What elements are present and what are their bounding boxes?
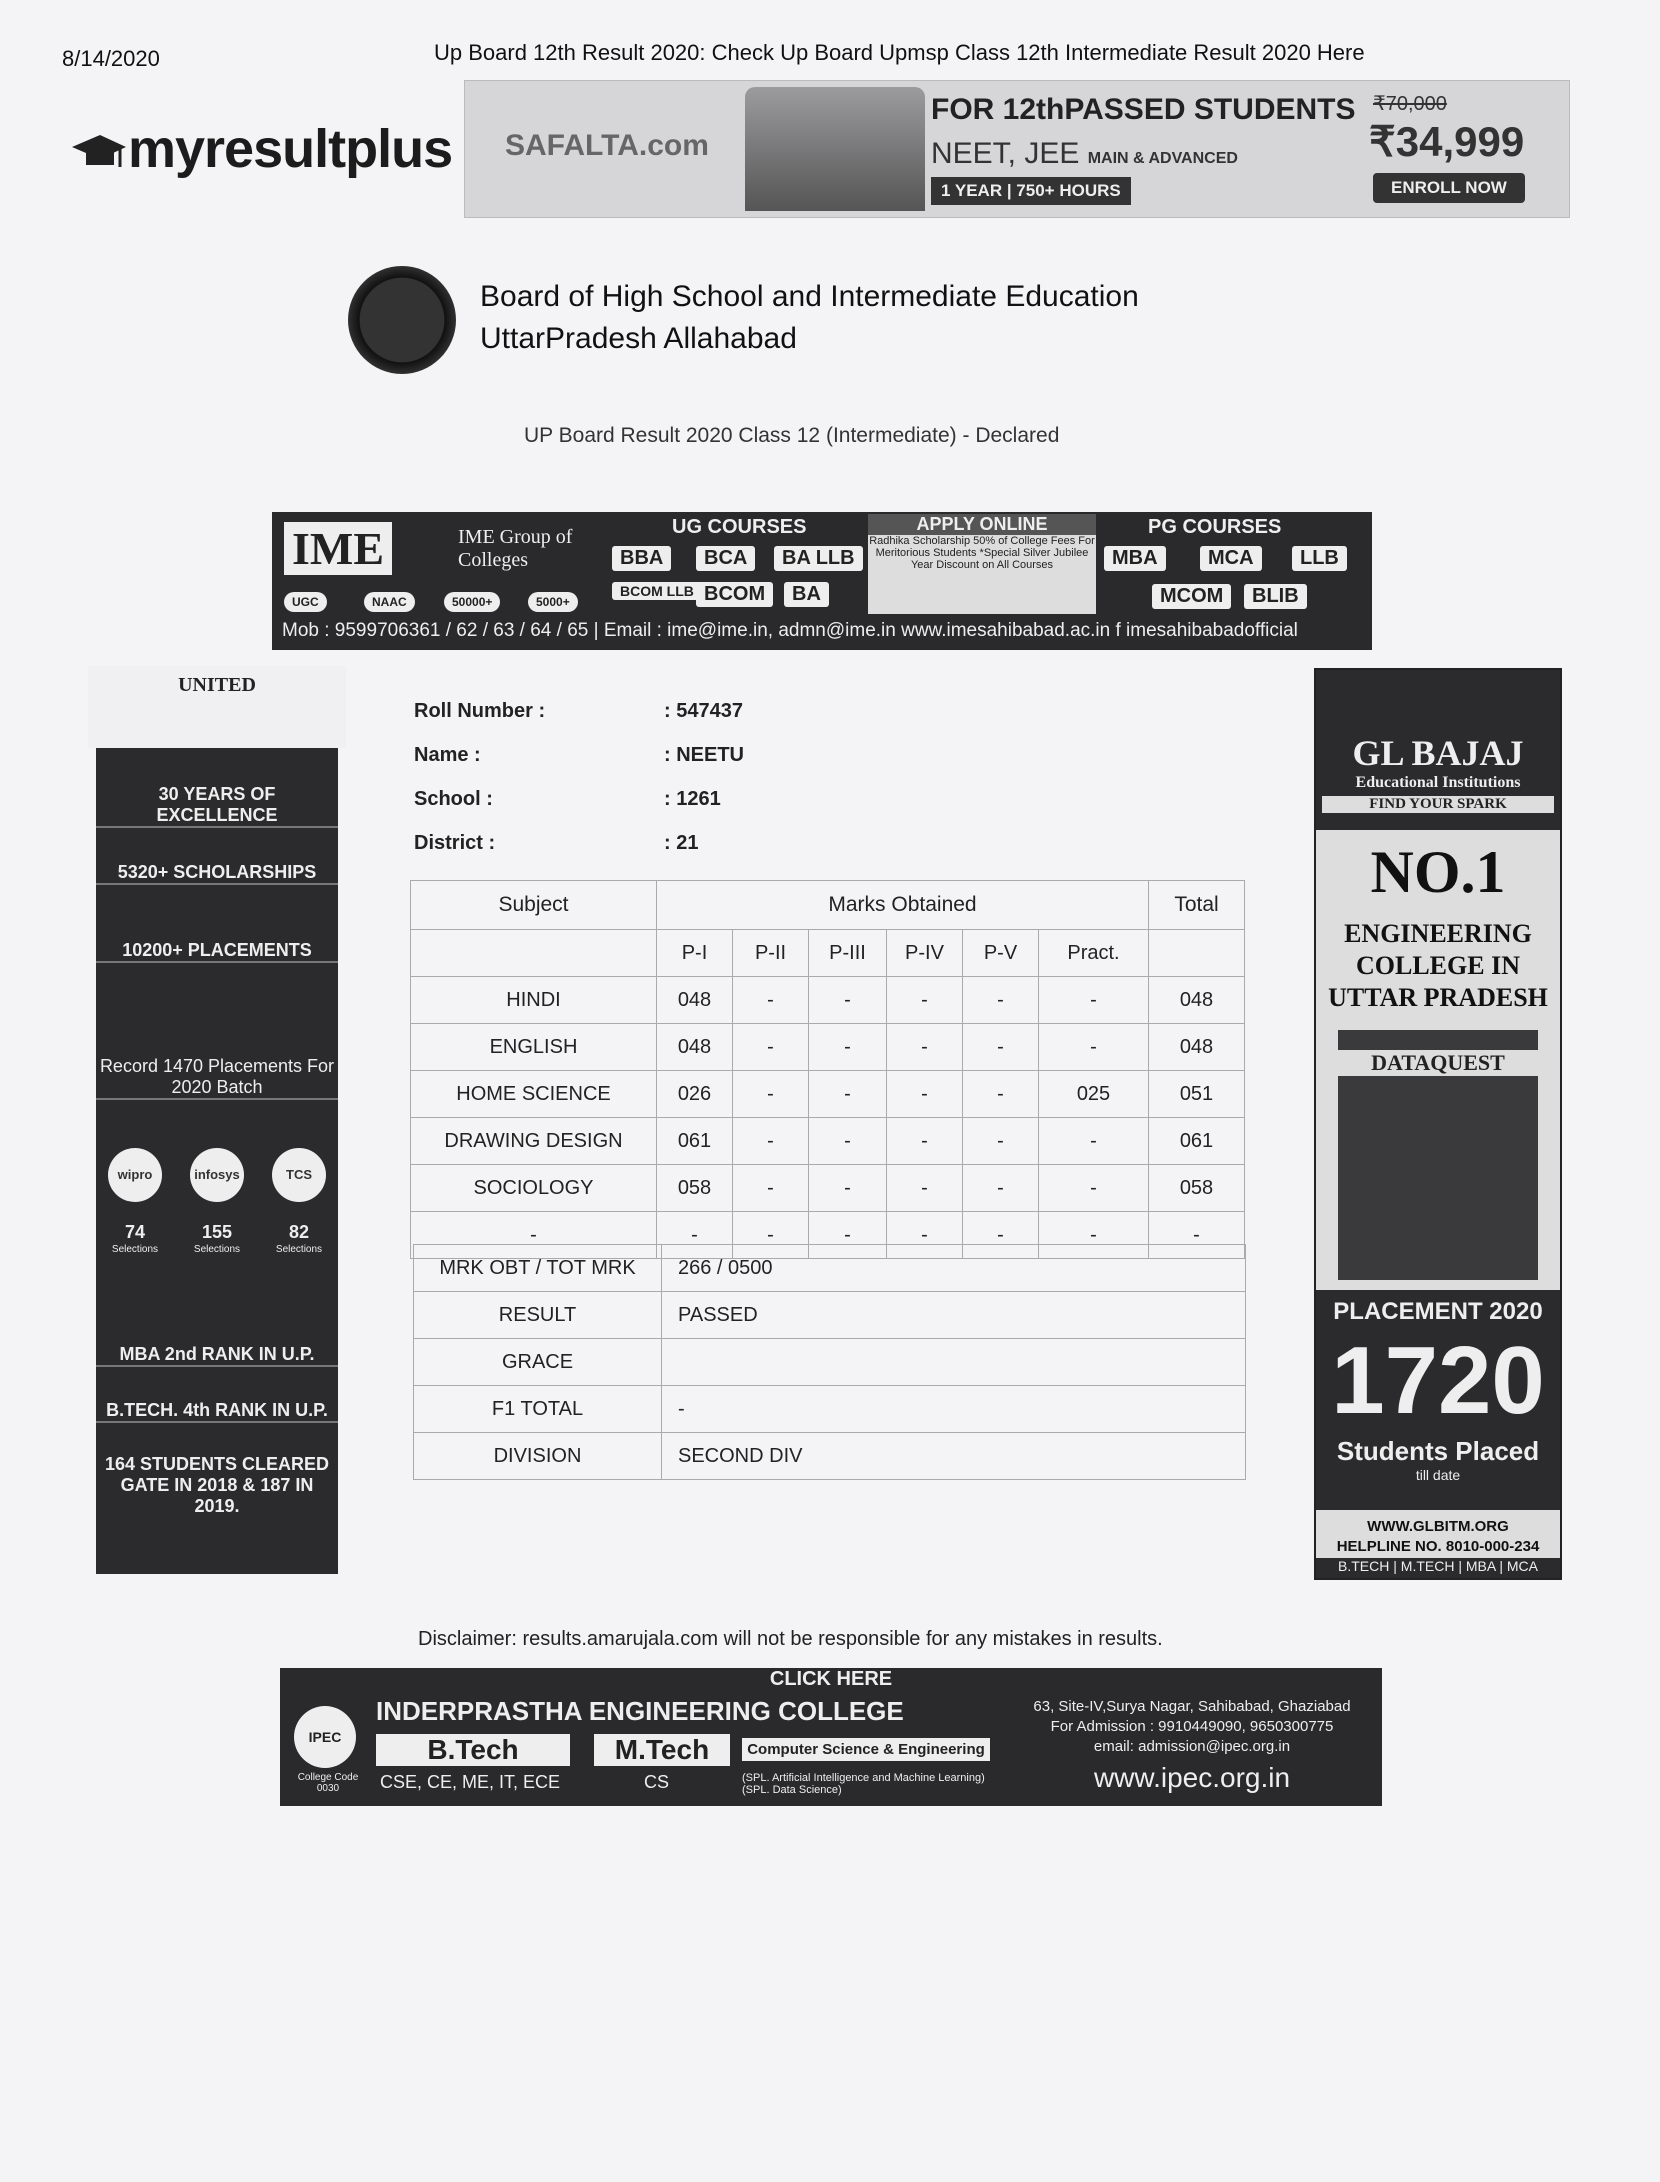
result-declared-title: UP Board Result 2020 Class 12 (Intermediate) - Declared xyxy=(524,424,1060,447)
marks-cell: - xyxy=(809,977,887,1024)
marks-cell: - xyxy=(809,1118,887,1165)
empty-cell xyxy=(411,930,657,977)
subject-cell: - xyxy=(411,1212,657,1259)
summary-label: MRK OBT / TOT MRK xyxy=(414,1245,662,1292)
ime-banner[interactable] xyxy=(272,512,1372,650)
ug-courses-heading: UG COURSES xyxy=(672,516,807,538)
name-label: Name : xyxy=(414,744,481,766)
school-label: School : xyxy=(414,788,493,810)
marks-cell: - xyxy=(733,1071,809,1118)
board-name: Board of High School and Intermediate Education xyxy=(480,280,1139,313)
marks-cell: 025 xyxy=(1039,1071,1149,1118)
infosys-unit: Selections xyxy=(193,1244,241,1255)
marks-cell: - xyxy=(887,1212,963,1259)
summary-row xyxy=(414,1433,1246,1480)
gl-bajaj-courses: B.TECH | M.TECH | MBA | MCA xyxy=(1316,1558,1560,1578)
summary-value: PASSED xyxy=(662,1292,1246,1339)
btech-branches: CSE, CE, ME, IT, ECE xyxy=(380,1772,561,1792)
ime-badge: 5000+ xyxy=(528,592,578,612)
united-rank: B.TECH. 4th RANK IN U.P. xyxy=(96,1400,338,1423)
table-row xyxy=(411,1118,1245,1165)
marks-cell: - xyxy=(1039,1024,1149,1071)
ipec-banner[interactable] xyxy=(280,1668,1382,1806)
paper-header: P-II xyxy=(733,930,809,977)
placement-heading: PLACEMENT 2020 xyxy=(1333,1298,1543,1325)
gl-bajaj-no1: NO.1 xyxy=(1370,839,1506,905)
subject-cell: DRAWING DESIGN xyxy=(411,1118,657,1165)
site-logo[interactable] xyxy=(70,118,452,180)
empty-cell xyxy=(1149,930,1245,977)
infosys-logo: infosys xyxy=(190,1148,244,1202)
banner-line1: FOR 12thPASSED STUDENTS xyxy=(931,93,1356,126)
wipro-count: 74 xyxy=(124,1222,146,1242)
united-item: Record 1470 Placements For 2020 Batch xyxy=(96,1056,338,1100)
marks-cell: - xyxy=(657,1212,733,1259)
dataquest-magazine-image xyxy=(1338,1030,1538,1280)
subject-cell: SOCIOLOGY xyxy=(411,1165,657,1212)
ipec-admission: For Admission : 9910449090, 9650300775 xyxy=(1050,1718,1334,1735)
district-value: : 21 xyxy=(664,832,699,854)
table-row xyxy=(411,1024,1245,1071)
wipro-unit: Selections xyxy=(111,1244,159,1255)
marks-cell: - xyxy=(963,1071,1039,1118)
summary-value: - xyxy=(662,1386,1246,1433)
marks-cell: 048 xyxy=(657,1024,733,1071)
paper-header: P-V xyxy=(963,930,1039,977)
marks-table xyxy=(410,880,1245,1259)
tcs-count: 82 xyxy=(288,1222,310,1242)
total-cell: 051 xyxy=(1149,1071,1245,1118)
united-logo: UNITED xyxy=(88,666,346,748)
united-rank: MBA 2nd RANK IN U.P. xyxy=(96,1344,338,1367)
banner-price: ₹34,999 xyxy=(1369,118,1525,165)
ipec-email: email: admission@ipec.org.in xyxy=(1093,1738,1291,1755)
banner-people-image xyxy=(745,87,925,211)
marks-cell: - xyxy=(963,1212,1039,1259)
total-cell: 058 xyxy=(1149,1165,1245,1212)
paper-header: P-I xyxy=(657,930,733,977)
banner-line2 xyxy=(931,137,1238,171)
summary-row xyxy=(414,1339,1246,1386)
marks-cell: - xyxy=(733,977,809,1024)
marks-cell: - xyxy=(1039,1165,1149,1212)
summary-value: SECOND DIV xyxy=(662,1433,1246,1480)
tcs-logo: TCS xyxy=(272,1148,326,1202)
subject-cell: HINDI xyxy=(411,977,657,1024)
mtech-branches: CS xyxy=(644,1772,670,1792)
paper-header: P-III xyxy=(809,930,887,977)
placement-number: 1720 xyxy=(1331,1327,1545,1434)
total-cell: - xyxy=(1149,1212,1245,1259)
subject-header: Subject xyxy=(411,881,657,930)
summary-row xyxy=(414,1245,1246,1292)
click-here-link[interactable]: CLICK HERE xyxy=(769,1668,893,1690)
placement-till: till date xyxy=(1415,1467,1461,1483)
ime-badge: 50000+ xyxy=(444,592,500,612)
summary-label: DIVISION xyxy=(414,1433,662,1480)
ipec-website[interactable]: www.ipec.org.in xyxy=(1093,1762,1291,1793)
banner-line2-main: NEET, JEE xyxy=(931,137,1080,170)
ug-course: BCOM LLB xyxy=(612,582,702,600)
enroll-now-button[interactable]: ENROLL NOW xyxy=(1373,173,1525,203)
marks-cell: - xyxy=(1039,1118,1149,1165)
print-date: 8/14/2020 xyxy=(62,46,160,71)
gl-bajaj-sub: Educational Institutions xyxy=(1355,774,1521,791)
table-row xyxy=(411,1165,1245,1212)
btech-label: B.Tech xyxy=(376,1734,570,1766)
name-value: : NEETU xyxy=(664,744,744,766)
apply-online-heading: APPLY ONLINE xyxy=(868,514,1096,535)
site-logo-text: myresultplus xyxy=(128,119,453,179)
table-subheader-row xyxy=(411,930,1245,977)
ime-logo: IME xyxy=(284,522,392,575)
marks-cell: - xyxy=(887,1165,963,1212)
subject-cell: ENGLISH xyxy=(411,1024,657,1071)
cs-label: Computer Science & Engineering xyxy=(742,1738,990,1761)
spl-text: (SPL. Artificial Intelligence and Machine Learning) (SPL. Data Science) xyxy=(742,1772,985,1796)
marks-cell: - xyxy=(733,1024,809,1071)
infosys-count: 155 xyxy=(201,1222,233,1242)
wipro-logo: wipro xyxy=(108,1148,162,1202)
board-location: UttarPradesh Allahabad xyxy=(480,322,797,355)
marks-cell: - xyxy=(887,1024,963,1071)
united-item: 5320+ SCHOLARSHIPS xyxy=(96,862,338,885)
ug-course: BA xyxy=(784,582,829,607)
marks-cell: - xyxy=(887,977,963,1024)
table-row xyxy=(411,977,1245,1024)
gl-bajaj-header xyxy=(1316,670,1560,830)
table-row xyxy=(411,1071,1245,1118)
total-cell: 048 xyxy=(1149,1024,1245,1071)
marks-cell: - xyxy=(809,1024,887,1071)
marks-cell: - xyxy=(809,1071,887,1118)
marks-cell: - xyxy=(809,1165,887,1212)
marks-cell: 058 xyxy=(657,1165,733,1212)
gl-bajaj-helpline: HELPLINE NO. 8010-000-234 xyxy=(1336,1538,1540,1555)
roll-number-label: Roll Number : xyxy=(414,700,546,722)
pg-course: BLIB xyxy=(1244,584,1307,609)
ipec-address: 63, Site-IV,Surya Nagar, Sahibabad, Ghaziabad xyxy=(1033,1698,1351,1715)
united-item: 30 YEARS OF EXCELLENCE xyxy=(96,784,338,828)
roll-number-value: : 547437 xyxy=(664,700,743,722)
safalta-banner[interactable] xyxy=(464,80,1570,218)
district-label: District : xyxy=(414,832,496,854)
apply-online-text: Radhika Scholarship 50% of College Fees For Meritorious Students *Special Silver Jubilee Year Discount on All Courses xyxy=(869,535,1095,571)
summary-label: GRACE xyxy=(414,1339,662,1386)
pg-courses-heading: PG COURSES xyxy=(1148,516,1282,538)
disclaimer: Disclaimer: results.amarujala.com will not be responsible for any mistakes in results. xyxy=(418,1628,1163,1650)
tcs-unit: Selections xyxy=(275,1244,323,1255)
summary-value xyxy=(662,1339,1246,1386)
gl-bajaj-ad[interactable] xyxy=(1314,668,1562,1580)
ug-course: BCA xyxy=(696,546,755,571)
paper-header: P-IV xyxy=(887,930,963,977)
marks-cell: - xyxy=(1039,977,1149,1024)
subject-cell: HOME SCIENCE xyxy=(411,1071,657,1118)
marks-cell: - xyxy=(809,1212,887,1259)
marks-cell: 026 xyxy=(657,1071,733,1118)
gl-bajaj-brand: GL BAJAJ xyxy=(1352,733,1524,773)
pg-course: MCOM xyxy=(1152,584,1231,609)
ime-badge: UGC xyxy=(284,592,327,612)
ime-badge: NAAC xyxy=(364,592,415,612)
safalta-brand: SAFALTA.com xyxy=(505,129,709,162)
marks-cell: 048 xyxy=(657,977,733,1024)
ug-course: BA LLB xyxy=(774,546,863,571)
table-header-row xyxy=(411,881,1245,930)
placement-text: Students Placed xyxy=(1336,1436,1540,1466)
pg-course: LLB xyxy=(1292,546,1347,571)
marks-cell: - xyxy=(733,1212,809,1259)
marks-cell: - xyxy=(1039,1212,1149,1259)
united-item: 10200+ PLACEMENTS xyxy=(96,940,338,963)
gl-bajaj-tagline: FIND YOUR SPARK xyxy=(1322,796,1554,813)
marks-cell: - xyxy=(963,1024,1039,1071)
banner-line2-small: MAIN & ADVANCED xyxy=(1087,150,1238,167)
united-rank: 164 STUDENTS CLEARED GATE IN 2018 & 187 IN 2019. xyxy=(104,1454,330,1516)
graduation-cap-icon xyxy=(70,133,128,173)
summary-row xyxy=(414,1386,1246,1433)
marks-cell: 061 xyxy=(657,1118,733,1165)
print-title: Up Board 12th Result 2020: Check Up Board Upmsp Class 12th Intermediate Result 2020 Here xyxy=(434,40,1365,65)
ipec-college-code: College Code 0030 xyxy=(297,1772,359,1794)
summary-value: 266 / 0500 xyxy=(662,1245,1246,1292)
ipec-logo: IPEC xyxy=(294,1706,356,1768)
summary-row xyxy=(414,1292,1246,1339)
marks-cell: - xyxy=(887,1118,963,1165)
total-cell: 061 xyxy=(1149,1118,1245,1165)
summary-label: RESULT xyxy=(414,1292,662,1339)
ime-contact: Mob : 9599706361 / 62 / 63 / 64 / 65 | Email : ime@ime.in, admn@ime.in www.imesahibabad.ac.in f imesahibabadofficial xyxy=(282,620,1298,641)
total-cell: 048 xyxy=(1149,977,1245,1024)
ug-course: BBA xyxy=(612,546,671,571)
pg-course: MCA xyxy=(1200,546,1262,571)
school-value: : 1261 xyxy=(664,788,721,810)
marks-cell: - xyxy=(887,1071,963,1118)
apply-online-box[interactable] xyxy=(868,514,1096,614)
ime-group-name: IME Group of Colleges xyxy=(458,526,573,571)
ug-course: BCOM xyxy=(696,582,773,607)
paper-header: Pract. xyxy=(1039,930,1149,977)
mtech-label: M.Tech xyxy=(594,1734,730,1766)
board-seal-icon xyxy=(348,266,456,374)
gl-bajaj-claim: ENGINEERING COLLEGE IN UTTAR PRADESH xyxy=(1328,919,1548,1012)
pg-course: MBA xyxy=(1104,546,1166,571)
united-ad[interactable] xyxy=(96,674,338,1574)
marks-cell: - xyxy=(963,1118,1039,1165)
total-header: Total xyxy=(1149,881,1245,930)
marks-cell: - xyxy=(963,1165,1039,1212)
summary-label: F1 TOTAL xyxy=(414,1386,662,1433)
marks-cell: - xyxy=(733,1118,809,1165)
summary-table xyxy=(413,1244,1246,1480)
ipec-name: INDERPRASTHA ENGINEERING COLLEGE xyxy=(376,1696,904,1726)
magazine-title: DATAQUEST xyxy=(1338,1050,1538,1076)
banner-line3: 1 YEAR | 750+ HOURS xyxy=(931,177,1131,205)
marks-cell: - xyxy=(963,977,1039,1024)
marks-cell: - xyxy=(733,1165,809,1212)
placement-block xyxy=(1316,1290,1560,1510)
banner-old-price: ₹70,000 xyxy=(1373,93,1447,115)
marks-obtained-header: Marks Obtained xyxy=(657,881,1149,930)
gl-bajaj-web[interactable]: WWW.GLBITM.ORG xyxy=(1367,1518,1509,1535)
